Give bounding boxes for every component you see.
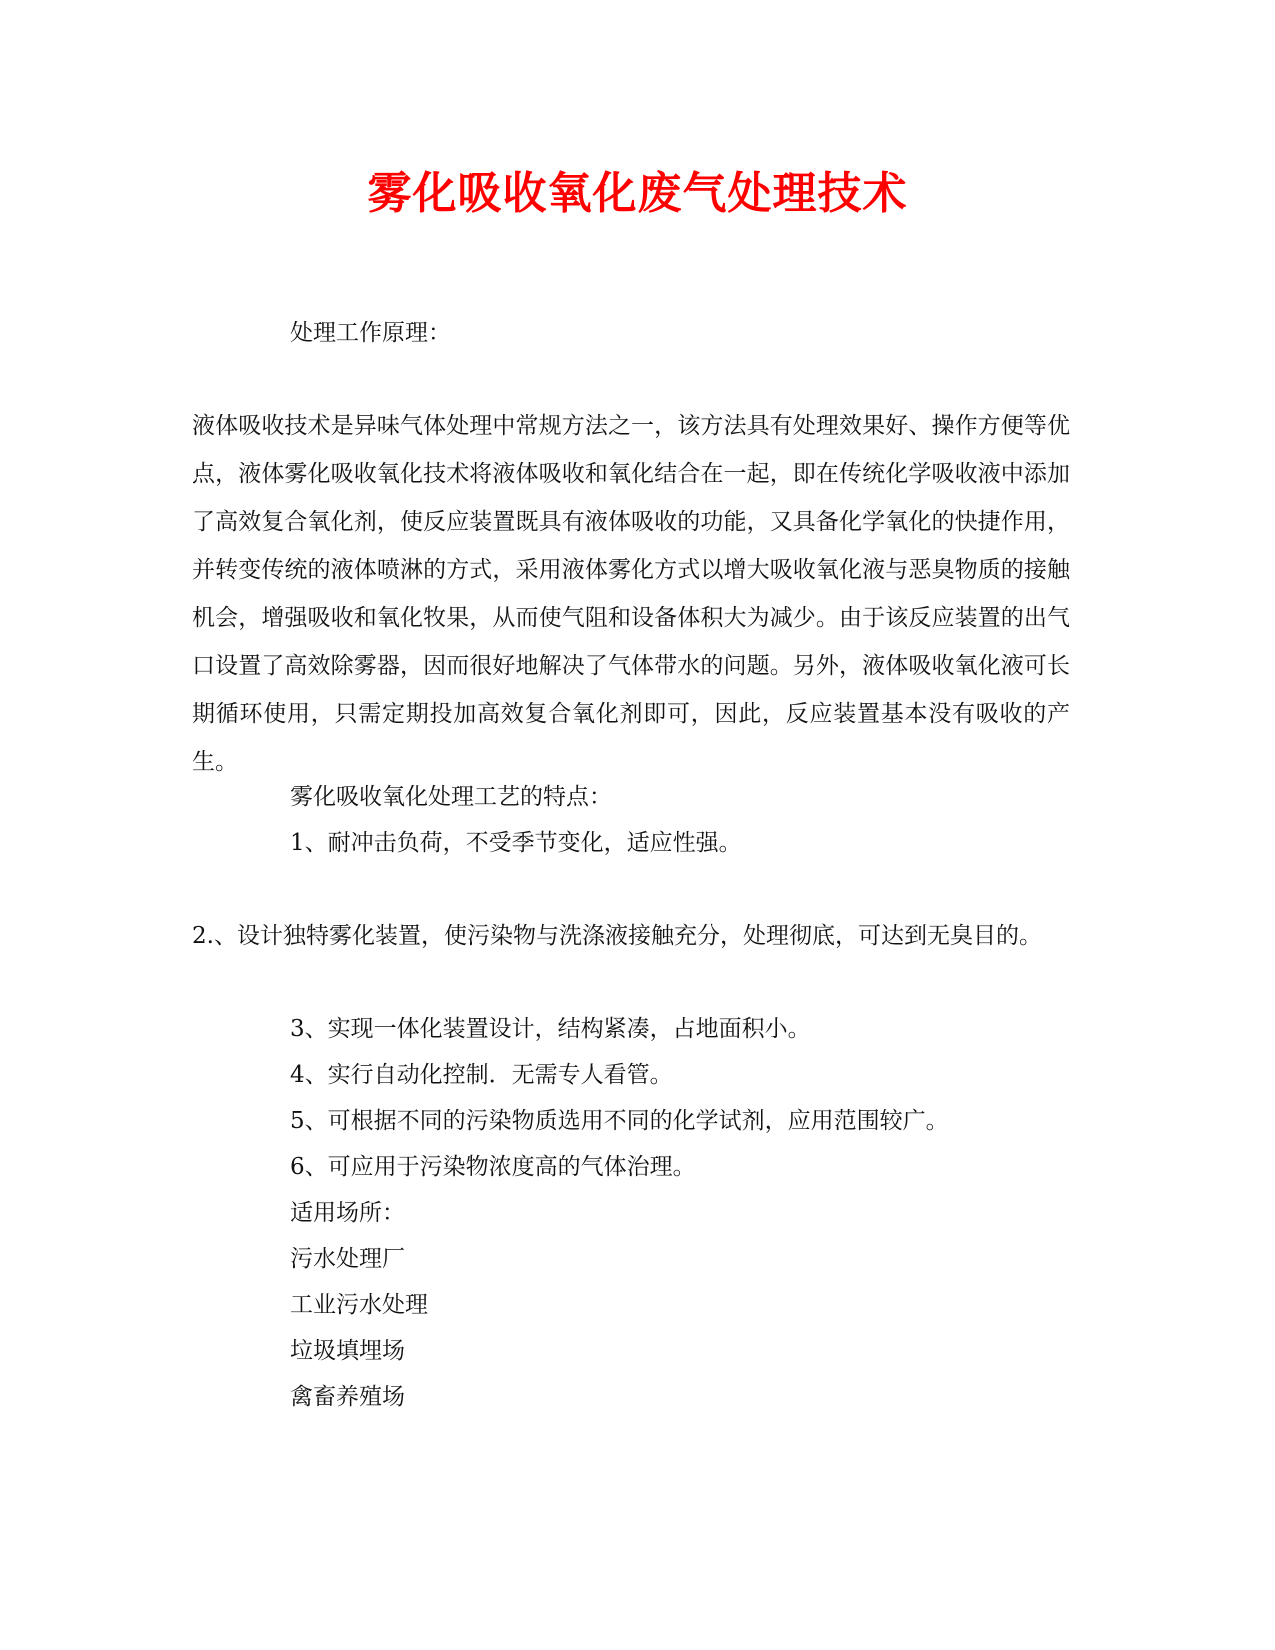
place-item: 污水处理厂	[290, 1246, 405, 1272]
heading-features: 雾化吸收氧化处理工艺的特点：	[290, 784, 612, 810]
principle-paragraph: 液体吸收技术是异味气体处理中常规方法之一，该方法具有处理效果好、操作方便等优点，液体雾化吸收氧化技术将液体吸收和氧化结合在一起，即在传统化学吸收液中添加了高效复合氧化剂，使反应装置既具有液体吸收的功能，又具备化学氧化的快捷作用，并转变传统的液体喷淋的方式，采用液体雾化方式以增大吸收氧化液与恶臭物质的接触机会，增强吸收和氧化牧果，从而使气阻和设备体积大为减少。由于该反应装置的出气口设置了高效除雾器，因而很好地解决了气体带水的问题。另外，液体吸收氧化液可长期循环使用，只需定期投加高效复合氧化剂即可，因此，反应装置基本没有吸收的产生。	[192, 413, 1070, 775]
feature-item-3: 3、实现一体化装置设计，结构紧凑，占地面积小。	[290, 1016, 811, 1042]
place-item: 工业污水处理	[290, 1292, 428, 1318]
feature-item-6: 6、可应用于污染物浓度高的气体治理。	[290, 1154, 696, 1180]
heading-principle: 处理工作原理：	[290, 320, 451, 346]
place-item: 禽畜养殖场	[290, 1384, 405, 1410]
feature-item-4: 4、实行自动化控制．无需专人看管。	[290, 1062, 673, 1088]
feature-item-1: 1、耐冲击负荷，不受季节变化，适应性强。	[290, 830, 742, 856]
heading-places: 适用场所：	[290, 1200, 405, 1226]
feature-item-2: 2.、设计独特雾化装置，使污染物与洗涤液接触充分，处理彻底，可达到无臭目的。	[192, 923, 1042, 949]
document-title: 雾化吸收氧化废气处理技术	[367, 168, 908, 219]
feature-item-5: 5、可根据不同的污染物质选用不同的化学试剂，应用范围较广。	[290, 1108, 949, 1134]
place-item: 垃圾填埋场	[290, 1338, 405, 1364]
